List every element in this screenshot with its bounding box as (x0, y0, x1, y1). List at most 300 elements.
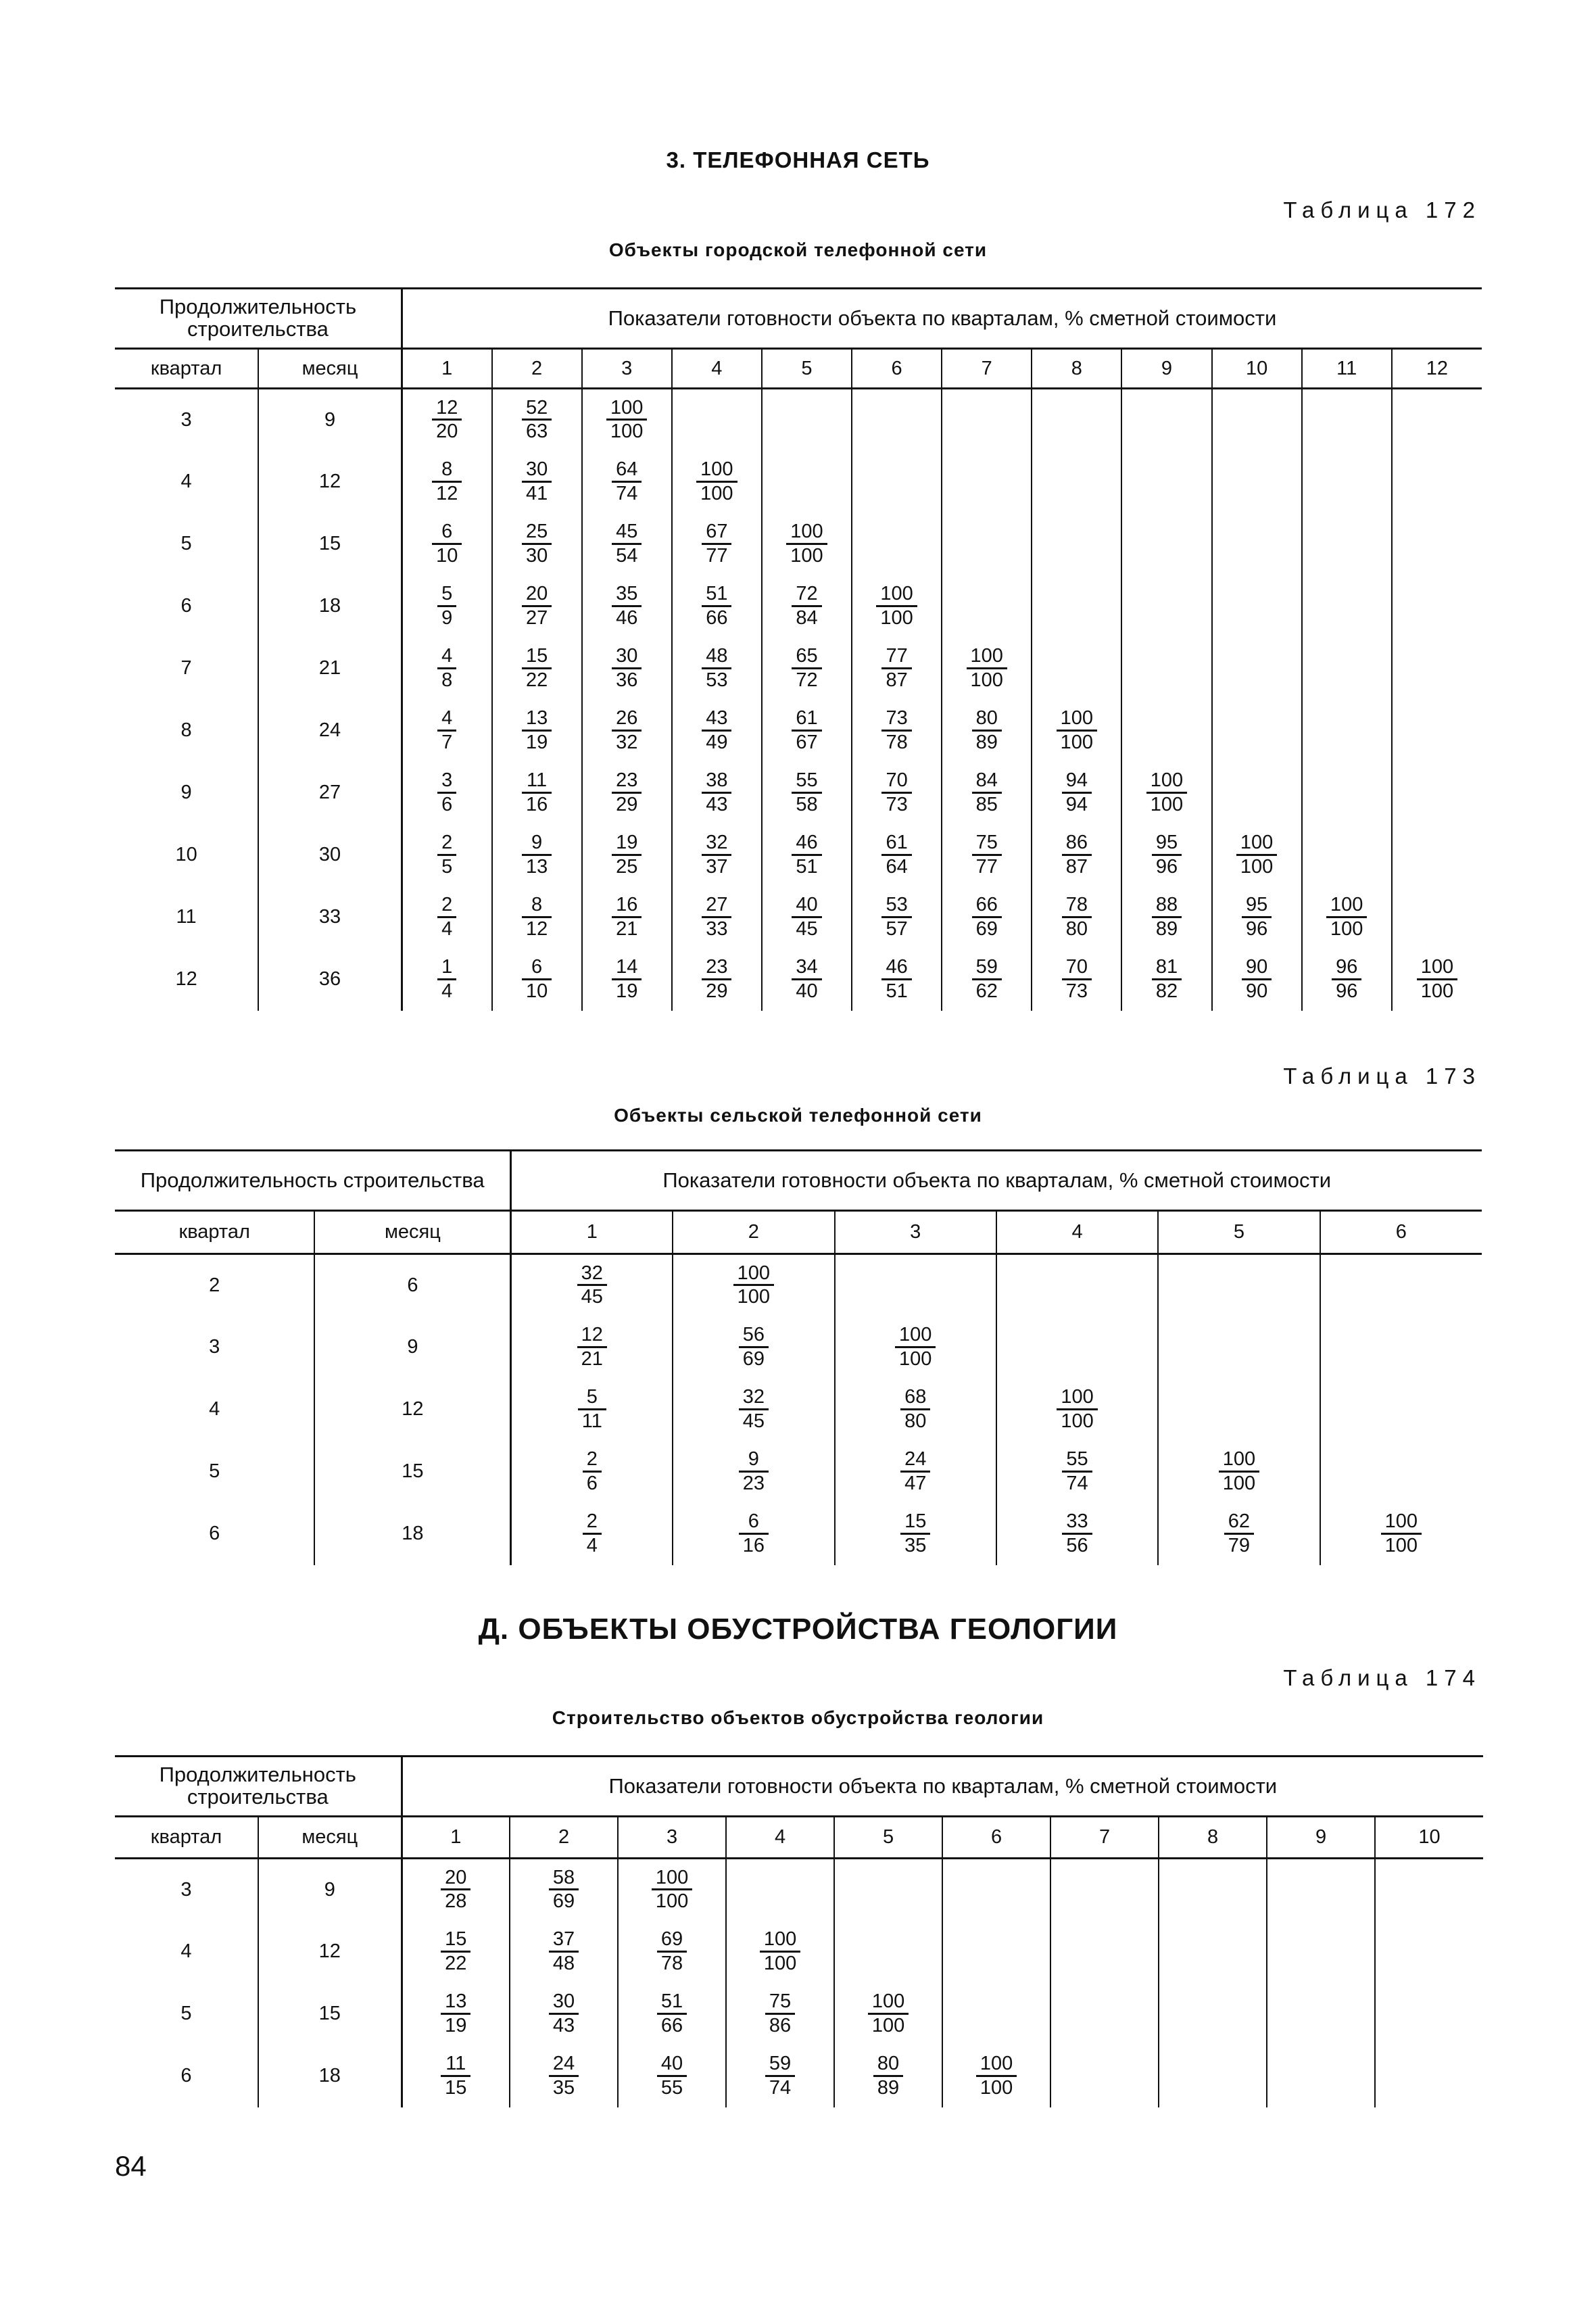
fraction-numerator: 8 (522, 894, 552, 917)
fraction-denominator: 35 (904, 1534, 927, 1556)
fraction-denominator: 36 (616, 669, 638, 691)
cell-value (1158, 1503, 1320, 1565)
fraction-numerator: 46 (792, 832, 821, 855)
cell-month: 18 (258, 2045, 402, 2107)
cell-month: 12 (258, 1921, 402, 1983)
cell-value (996, 1441, 1158, 1503)
cell-value (492, 513, 582, 575)
fraction (895, 1324, 936, 1370)
cell-month: 18 (314, 1503, 510, 1565)
cell-value (511, 1254, 673, 1316)
cell-value (510, 1921, 618, 1983)
fraction (522, 894, 552, 940)
header-col-4: 4 (672, 349, 762, 389)
fraction-denominator: 96 (1245, 917, 1268, 940)
cell-value (672, 513, 762, 575)
cell-month: 30 (258, 824, 402, 886)
table-row (115, 1983, 1483, 2045)
fraction-numerator: 100 (760, 1928, 800, 1952)
fraction-denominator: 45 (742, 1410, 765, 1432)
fraction (612, 521, 642, 567)
fraction-denominator: 67 (796, 731, 818, 753)
fraction (583, 1510, 602, 1556)
cell-month: 21 (258, 638, 402, 700)
fraction-numerator: 12 (577, 1324, 607, 1347)
fraction-numerator: 61 (881, 832, 911, 855)
cell-value (1032, 949, 1121, 1011)
fraction (583, 1448, 602, 1494)
fraction (739, 1510, 769, 1556)
fraction-numerator: 20 (522, 583, 552, 606)
fraction-numerator: 24 (900, 1448, 930, 1472)
fraction (1146, 769, 1187, 815)
fraction-numerator: 26 (612, 707, 642, 731)
fraction (612, 894, 642, 940)
fraction-numerator: 66 (972, 894, 1002, 917)
cell-month: 12 (314, 1379, 510, 1441)
fraction-numerator: 2 (437, 894, 456, 917)
fraction (1332, 956, 1361, 1002)
cell-value (402, 513, 491, 575)
cell-value (618, 2045, 726, 2107)
table-row (115, 1254, 1482, 1316)
fraction-denominator: 100 (871, 2014, 905, 2036)
fraction-numerator: 16 (612, 894, 642, 917)
fraction-denominator: 6 (586, 1472, 598, 1494)
fraction-numerator: 52 (522, 397, 552, 421)
fraction (1242, 894, 1272, 940)
fraction-denominator: 33 (706, 917, 728, 940)
cell-value (1302, 451, 1392, 513)
fraction (612, 956, 642, 1002)
cell-quarter: 4 (180, 471, 192, 492)
cell-value (1159, 1859, 1267, 1921)
cell-value (1121, 389, 1211, 451)
cell-value (492, 389, 582, 451)
table-row (115, 638, 1482, 700)
fraction-numerator: 100 (976, 2053, 1017, 2076)
cell-value (582, 949, 672, 1011)
fraction-numerator: 4 (437, 707, 456, 731)
section-title: 3. ТЕЛЕФОННАЯ СЕТЬ (666, 147, 930, 172)
fraction-denominator: 27 (525, 606, 548, 629)
fraction-numerator: 6 (739, 1510, 769, 1534)
fraction (792, 583, 821, 629)
cell-quarter: 5 (180, 2003, 192, 2024)
header-col-2: 2 (492, 349, 582, 389)
cell-month: 24 (258, 700, 402, 762)
section-d-title: Д. ОБЪЕКТЫ ОБУСТРОЙСТВА ГЕОЛОГИИ (478, 1613, 1118, 1646)
cell-quarter: 8 (180, 719, 192, 741)
cell-value (834, 1983, 942, 2045)
fraction-denominator: 40 (796, 980, 818, 1002)
fraction (437, 707, 456, 753)
cell-value (402, 575, 491, 638)
fraction-numerator: 11 (441, 2053, 470, 2076)
fraction-numerator: 84 (972, 769, 1002, 793)
fraction-denominator: 11 (581, 1410, 602, 1432)
cell-value (672, 824, 762, 886)
cell-value (942, 1921, 1050, 1983)
cell-value (1032, 886, 1121, 949)
cell-value (1032, 824, 1121, 886)
fraction-numerator: 8 (432, 458, 462, 482)
cell-value (1032, 575, 1121, 638)
header-col-6: 6 (942, 1817, 1050, 1859)
table-row (115, 762, 1482, 824)
fraction (702, 707, 731, 753)
fraction (1062, 1448, 1092, 1494)
header-col-9: 9 (1267, 1817, 1375, 1859)
cell-value (852, 638, 942, 700)
fraction (549, 1867, 579, 1913)
fraction-numerator: 30 (612, 645, 642, 669)
header-col-7: 7 (1050, 1817, 1159, 1859)
cell-value (672, 389, 762, 451)
cell-value (1121, 824, 1211, 886)
table-174-label: Таблица 174 (1283, 1665, 1481, 1690)
cell-value (1159, 1983, 1267, 2045)
fraction-denominator: 72 (796, 669, 818, 691)
fraction-denominator: 10 (525, 980, 548, 1002)
cell-value (1392, 824, 1482, 886)
fraction-numerator: 58 (549, 1867, 579, 1890)
cell-value (1267, 1983, 1375, 2045)
cell-value (582, 762, 672, 824)
cell-value (672, 451, 762, 513)
cell-value (673, 1254, 834, 1316)
fraction (1057, 707, 1097, 753)
cell-value (672, 949, 762, 1011)
fraction-denominator: 16 (742, 1534, 765, 1556)
cell-month: 15 (258, 1983, 402, 2045)
fraction-numerator: 78 (1062, 894, 1092, 917)
fraction (578, 1386, 606, 1432)
header-quarter: квартал (115, 1817, 258, 1859)
cell-value (510, 1859, 618, 1921)
fraction-denominator: 9 (441, 606, 453, 629)
cell-value (1320, 1316, 1482, 1379)
fraction-numerator: 51 (702, 583, 731, 606)
fraction (972, 769, 1002, 815)
cell-value (1121, 762, 1211, 824)
cell-value (1032, 451, 1121, 513)
fraction (549, 2053, 579, 2099)
cell-value (492, 575, 582, 638)
fraction-denominator: 100 (737, 1286, 771, 1308)
fraction-numerator: 56 (739, 1324, 769, 1347)
cell-month: 9 (258, 1859, 402, 1921)
fraction (437, 894, 456, 940)
cell-value (582, 575, 672, 638)
fraction-numerator: 40 (657, 2053, 687, 2076)
fraction (873, 2053, 903, 2099)
fraction-denominator: 5 (441, 855, 453, 878)
table-173 (115, 1149, 1482, 1565)
fraction (1242, 956, 1272, 1002)
fraction-numerator: 88 (1152, 894, 1182, 917)
fraction (881, 894, 911, 940)
fraction (702, 956, 731, 1002)
fraction (702, 645, 731, 691)
fraction-numerator: 100 (733, 1262, 774, 1286)
cell-value (673, 1316, 834, 1379)
fraction-denominator: 73 (1065, 980, 1088, 1002)
table-174 (115, 1755, 1483, 2107)
fraction (696, 458, 737, 504)
cell-value (510, 2045, 618, 2107)
cell-value (672, 575, 762, 638)
cell-value (1212, 824, 1302, 886)
fraction (522, 707, 552, 753)
cell-value (1158, 1379, 1320, 1441)
fraction-denominator: 100 (970, 669, 1003, 691)
fraction (739, 1448, 769, 1494)
fraction (1224, 1510, 1254, 1556)
fraction (441, 2053, 470, 2099)
fraction-numerator: 100 (1219, 1448, 1259, 1472)
fraction-denominator: 46 (616, 606, 638, 629)
fraction-numerator: 81 (1152, 956, 1182, 980)
fraction-numerator: 2 (437, 832, 456, 855)
table-row (115, 1379, 1482, 1441)
fraction-numerator: 80 (972, 707, 1002, 731)
fraction-denominator: 69 (742, 1347, 765, 1370)
fraction-numerator: 100 (1057, 707, 1097, 731)
table-172-caption: Объекты городской телефонной сети (608, 239, 988, 260)
cell-value (1212, 949, 1302, 1011)
cell-value (1302, 389, 1392, 451)
cell-value (996, 1379, 1158, 1441)
cell-value (942, 2045, 1050, 2107)
cell-value (1320, 1379, 1482, 1441)
cell-value (1121, 575, 1211, 638)
cell-value (402, 886, 491, 949)
cell-value (942, 513, 1032, 575)
cell-value (762, 886, 852, 949)
fraction-numerator: 100 (1236, 832, 1277, 855)
fraction-numerator: 9 (739, 1448, 769, 1472)
fraction-denominator: 41 (525, 482, 548, 504)
cell-value (511, 1379, 673, 1441)
fraction-numerator: 9 (522, 832, 552, 855)
fraction-numerator: 100 (876, 583, 917, 606)
cell-value (1158, 1441, 1320, 1503)
fraction-numerator: 95 (1152, 832, 1182, 855)
fraction (437, 832, 456, 878)
fraction (1417, 956, 1457, 1002)
fraction-denominator: 86 (769, 2014, 792, 2036)
cell-value (1392, 513, 1482, 575)
fraction-denominator: 55 (660, 2076, 683, 2099)
cell-value (672, 762, 762, 824)
table-174-caption: Строительство объектов обустройства геологии (552, 1707, 1044, 1728)
fraction-numerator: 15 (900, 1510, 930, 1534)
cell-value (1121, 513, 1211, 575)
cell-month: 33 (258, 886, 402, 949)
fraction-numerator: 70 (881, 769, 911, 793)
cell-value (942, 886, 1032, 949)
fraction (702, 521, 731, 567)
header-month: месяц (314, 1211, 510, 1254)
header-col-10: 10 (1212, 349, 1302, 389)
fraction-numerator: 80 (873, 2053, 903, 2076)
fraction-numerator: 100 (1417, 956, 1457, 980)
cell-value (1302, 575, 1392, 638)
cell-month: 15 (314, 1441, 510, 1503)
fraction-denominator: 82 (1155, 980, 1178, 1002)
cell-quarter: 4 (209, 1398, 220, 1420)
header-col-2: 2 (673, 1211, 834, 1254)
fraction-denominator: 43 (552, 2014, 575, 2036)
cell-value (1302, 949, 1392, 1011)
fraction-numerator: 86 (1062, 832, 1092, 855)
cell-value (852, 886, 942, 949)
fraction-denominator: 4 (441, 980, 453, 1002)
cell-value (852, 700, 942, 762)
cell-value (402, 700, 491, 762)
cell-value (852, 575, 942, 638)
fraction-numerator: 100 (786, 521, 827, 544)
fraction-denominator: 100 (1150, 793, 1184, 815)
fraction-numerator: 30 (549, 1990, 579, 2014)
table-row (115, 824, 1482, 886)
fraction (522, 397, 552, 443)
fraction (702, 894, 731, 940)
fraction-denominator: 100 (899, 1347, 932, 1370)
fraction-denominator: 89 (877, 2076, 900, 2099)
fraction-numerator: 55 (792, 769, 821, 793)
cell-value (402, 824, 491, 886)
fraction-denominator: 78 (660, 1952, 683, 1974)
fraction-numerator: 68 (900, 1386, 930, 1410)
fraction-denominator: 77 (975, 855, 998, 878)
cell-value (492, 700, 582, 762)
fraction-numerator: 100 (1326, 894, 1367, 917)
header-col-6: 6 (1320, 1211, 1482, 1254)
fraction-denominator: 35 (552, 2076, 575, 2099)
cell-value (402, 451, 491, 513)
fraction (765, 2053, 795, 2099)
cell-value (834, 1859, 942, 1921)
cell-value (1212, 575, 1302, 638)
fraction-numerator: 32 (577, 1262, 607, 1286)
cell-value (673, 1441, 834, 1503)
fraction-numerator: 15 (441, 1928, 470, 1952)
fraction (612, 769, 642, 815)
fraction-numerator: 4 (437, 645, 456, 669)
fraction-denominator: 100 (610, 421, 644, 443)
cell-value (852, 389, 942, 451)
cell-value (1212, 389, 1302, 451)
fraction-numerator: 40 (792, 894, 821, 917)
header-quarter: квартал (115, 349, 258, 389)
cell-value (492, 886, 582, 949)
fraction-denominator: 29 (616, 793, 638, 815)
fraction (441, 1990, 470, 2036)
cell-value (762, 513, 852, 575)
cell-value (762, 949, 852, 1011)
fraction (976, 2053, 1017, 2099)
cell-value (1121, 949, 1211, 1011)
cell-value (996, 1316, 1158, 1379)
fraction-numerator: 48 (702, 645, 731, 669)
cell-month: 9 (258, 389, 402, 451)
cell-value (852, 949, 942, 1011)
fraction-denominator: 12 (525, 917, 548, 940)
cell-value (402, 762, 491, 824)
header-col-1: 1 (402, 349, 491, 389)
fraction-denominator: 89 (1155, 917, 1178, 940)
fraction-numerator: 59 (972, 956, 1002, 980)
fraction-denominator: 80 (1065, 917, 1088, 940)
cell-month: 36 (258, 949, 402, 1011)
cell-value (1320, 1441, 1482, 1503)
fraction (972, 707, 1002, 753)
fraction-numerator: 90 (1242, 956, 1272, 980)
fraction-denominator: 74 (616, 482, 638, 504)
cell-value (672, 700, 762, 762)
fraction-denominator: 63 (525, 421, 548, 443)
fraction (437, 769, 456, 815)
cell-value (835, 1254, 996, 1316)
fraction (437, 956, 456, 1002)
header-col-5: 5 (834, 1817, 942, 1859)
fraction-numerator: 62 (1224, 1510, 1254, 1534)
cell-value (852, 451, 942, 513)
cell-value (1392, 886, 1482, 949)
cell-value (673, 1379, 834, 1441)
fraction-numerator: 46 (881, 956, 911, 980)
fraction (881, 707, 911, 753)
cell-value (852, 824, 942, 886)
fraction-denominator: 62 (975, 980, 998, 1002)
cell-value (582, 700, 672, 762)
cell-value (1032, 700, 1121, 762)
cell-value (672, 886, 762, 949)
fraction-numerator: 53 (881, 894, 911, 917)
fraction-denominator: 10 (436, 544, 458, 567)
fraction-denominator: 87 (1065, 855, 1088, 878)
fraction-numerator: 2 (583, 1510, 602, 1534)
fraction-denominator: 13 (525, 855, 548, 878)
cell-month: 9 (314, 1316, 510, 1379)
fraction (522, 956, 552, 1002)
fraction-denominator: 100 (1222, 1472, 1256, 1494)
cell-value (1302, 638, 1392, 700)
table-row (115, 886, 1482, 949)
fraction (577, 1262, 607, 1308)
fraction-numerator: 100 (1057, 1386, 1097, 1410)
fraction (522, 769, 552, 815)
fraction (432, 458, 462, 504)
header-month: месяц (258, 349, 402, 389)
cell-value (726, 1983, 834, 2045)
fraction-denominator: 87 (886, 669, 908, 691)
cell-value (511, 1441, 673, 1503)
cell-value (1302, 700, 1392, 762)
cell-quarter: 6 (180, 595, 192, 617)
fraction-numerator: 33 (1062, 1510, 1092, 1534)
cell-value (402, 1859, 510, 1921)
header-month: месяц (258, 1817, 402, 1859)
fraction-numerator: 70 (1062, 956, 1092, 980)
fraction-denominator: 54 (616, 544, 638, 567)
fraction (549, 1928, 579, 1974)
fraction-denominator: 100 (1420, 980, 1454, 1002)
cell-value (402, 949, 491, 1011)
fraction-numerator: 45 (612, 521, 642, 544)
